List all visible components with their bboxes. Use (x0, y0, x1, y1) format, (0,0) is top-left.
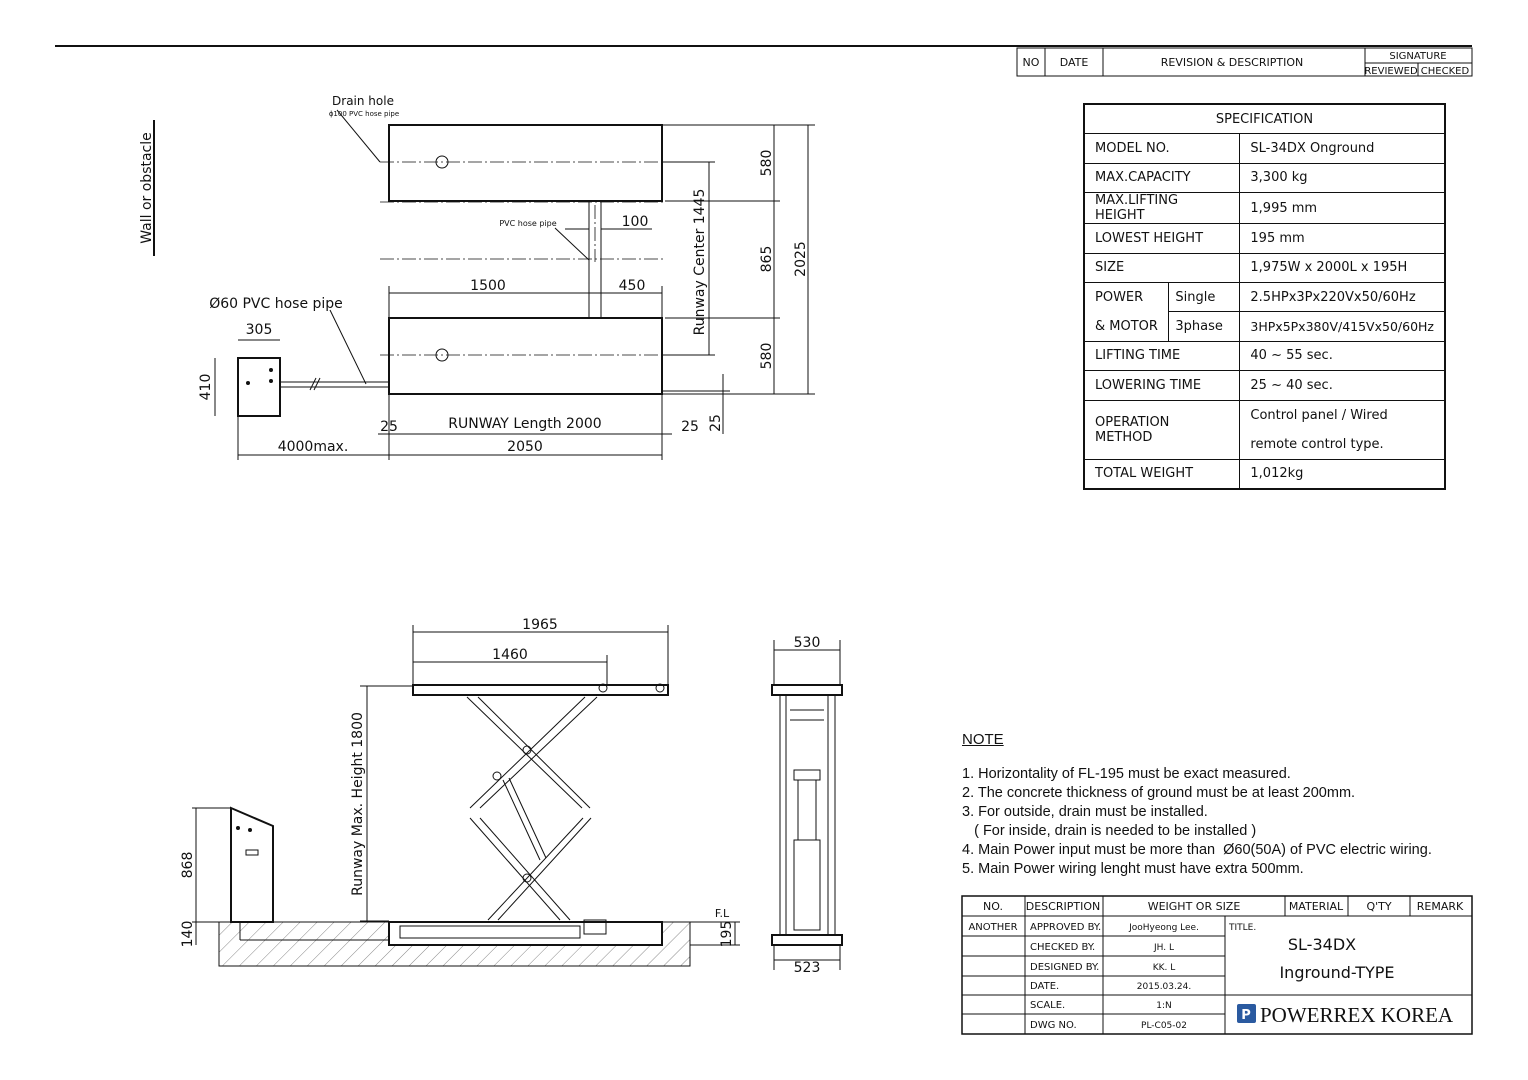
note-line: 2. The concrete thickness of ground must be at least 200mm. (962, 785, 1356, 801)
spec-value: 1,975W x 2000L x 195H (1240, 253, 1445, 282)
spec-value: 1,995 mm (1240, 193, 1445, 224)
spec-weight-value: 1,012kg (1240, 459, 1445, 489)
rev-no-label: NO (1022, 56, 1040, 69)
note-line: 3. For outside, drain must be installed. (962, 804, 1208, 820)
spec-operation-label: OPERATION METHOD (1084, 400, 1240, 459)
drain-hole-label: Drain hole (332, 94, 394, 108)
dim-1965: 1965 (522, 617, 558, 633)
dim-530: 530 (793, 635, 821, 651)
dim-4000: 4000max. (277, 439, 349, 455)
revision-header (1017, 48, 1472, 77)
spec-label: MAX.LIFTING HEIGHT (1084, 193, 1240, 224)
note-line: 1. Horizontality of FL-195 must be exact measured. (962, 766, 1291, 782)
specification-table (1083, 103, 1446, 490)
note-line: 5. Main Power wiring lenght must have extra 500mm. (962, 861, 1304, 877)
scissor-arms (467, 697, 597, 920)
dim-450: 450 (618, 278, 646, 294)
dim-523: 523 (793, 960, 821, 976)
pvc60-label: Ø60 PVC hose pipe (209, 296, 343, 312)
tb-approved-label: APPROVED BY. (1030, 922, 1102, 933)
dim-1500: 1500 (470, 278, 506, 294)
dim-868: 868 (180, 851, 196, 879)
dim-2025: 2025 (793, 241, 809, 277)
rev-date-label: DATE (1059, 56, 1089, 69)
tb-date-value: 2015.03.24. (1136, 982, 1192, 992)
runway-center-label: Runway Center 1445 (692, 188, 708, 336)
platform (413, 685, 668, 695)
spec-value: 40 ~ 55 sec. (1240, 341, 1445, 370)
rev-checked-label: CHECKED (1420, 66, 1470, 77)
fl-label: F.L (714, 907, 730, 920)
dim-195: 195 (719, 920, 735, 948)
drain-hole-sub: ϕ100 PVC hose pipe (328, 110, 400, 118)
note-section (962, 730, 1432, 879)
wall-label: Wall or obstacle (139, 132, 155, 244)
rev-signature-label: SIGNATURE (1389, 51, 1447, 62)
dim-2050: 2050 (507, 439, 543, 455)
dim-865: 865 (759, 245, 775, 273)
spec-label: LIFTING TIME (1084, 341, 1240, 370)
spec-label: MAX.CAPACITY (1084, 163, 1240, 192)
spec-operation-line2: remote control type. (1250, 436, 1384, 452)
tb-another: ANOTHER (968, 922, 1018, 933)
tb-checked-label: CHECKED BY. (1030, 942, 1096, 953)
tb-qty: Q'TY (1366, 900, 1392, 913)
note-title: NOTE (962, 731, 1004, 748)
rev-reviewed-label: REVIEWED (1364, 66, 1418, 77)
spec-operation-value (1240, 400, 1445, 459)
dim-25-right: 25 (681, 419, 699, 435)
spec-label: SIZE (1084, 253, 1240, 282)
company-logo-letter: P (1241, 1008, 1251, 1023)
tb-no: NO. (983, 900, 1003, 913)
spec-value: 195 mm (1240, 224, 1445, 253)
spec-single-value: 2.5HPx3Px220Vx50/60Hz (1240, 282, 1445, 311)
tb-title-model: SL-34DX (1287, 935, 1357, 954)
spec-motor-label: & MOTOR (1084, 312, 1169, 341)
spec-3phase-value: 3HPx5Px380V/415Vx50/60Hz (1240, 312, 1445, 341)
tb-material: MATERIAL (1288, 900, 1344, 913)
tb-scale-value: 1:N (1156, 1001, 1172, 1011)
spec-value: 3,300 kg (1240, 163, 1445, 192)
dim-25-vert: 25 (708, 414, 724, 432)
rev-description-label: REVISION & DESCRIPTION (1160, 56, 1304, 69)
tb-date-label: DATE. (1030, 981, 1060, 992)
tb-dwg-label: DWG NO. (1030, 1020, 1077, 1031)
dim-100: 100 (621, 214, 649, 230)
control-console (231, 808, 273, 922)
dim-1460: 1460 (492, 647, 528, 663)
dim-580-top: 580 (759, 149, 775, 177)
title-block (962, 896, 1472, 1034)
tb-title-label: TITLE. (1229, 923, 1257, 933)
upper-runway (389, 125, 662, 201)
end-view (772, 635, 842, 976)
pvc-hose-label: PVC hose pipe (499, 219, 557, 228)
base-pit (389, 922, 662, 945)
spec-value: 25 ~ 40 sec. (1240, 371, 1445, 400)
lower-runway (389, 318, 662, 394)
spec-power-label: POWER (1084, 282, 1169, 311)
spec-label: LOWEST HEIGHT (1084, 224, 1240, 253)
dim-25-left: 25 (380, 419, 398, 435)
top-view (139, 94, 815, 460)
tb-dwg-value: PL-C05-02 (1141, 1021, 1187, 1031)
spec-title: SPECIFICATION (1084, 104, 1445, 134)
spec-3phase-label: 3phase (1169, 312, 1240, 341)
tb-scale-label: SCALE. (1030, 1000, 1066, 1011)
tb-description: DESCRIPTION (1025, 900, 1101, 913)
tb-remark: REMARK (1416, 900, 1464, 913)
spec-weight-label: TOTAL WEIGHT (1084, 459, 1240, 489)
side-view (180, 617, 740, 966)
runway-max-height-label: Runway Max. Height 1800 (350, 712, 366, 896)
tb-checked-value: JH. L (1154, 943, 1174, 953)
dim-410: 410 (198, 373, 214, 401)
company-name: POWERREX KOREA (1260, 1003, 1454, 1027)
tb-title-type: Inground-TYPE (1279, 963, 1395, 982)
control-box-top (238, 358, 280, 416)
dim-580-bottom: 580 (759, 342, 775, 370)
spec-value: SL-34DX Onground (1240, 134, 1445, 163)
spec-single-label: Single (1169, 282, 1240, 311)
tb-weight: WEIGHT OR SIZE (1147, 900, 1241, 913)
spec-operation-line1: Control panel / Wired (1250, 407, 1388, 423)
spec-label: LOWERING TIME (1084, 371, 1240, 400)
runway-length-label: RUNWAY Length 2000 (448, 416, 602, 432)
dim-305: 305 (245, 322, 273, 338)
dim-140: 140 (180, 920, 196, 948)
tb-designed-label: DESIGNED BY. (1030, 962, 1100, 973)
note-line: 4. Main Power input must be more than Ø60(50A) of PVC electric wiring. (962, 842, 1432, 858)
note-line: ( For inside, drain is needed to be installed ) (962, 823, 1257, 839)
tb-designed-value: KK. L (1152, 963, 1176, 973)
tb-approved-value: JooHyeong Lee. (1129, 923, 1199, 933)
spec-label: MODEL NO. (1084, 134, 1240, 163)
